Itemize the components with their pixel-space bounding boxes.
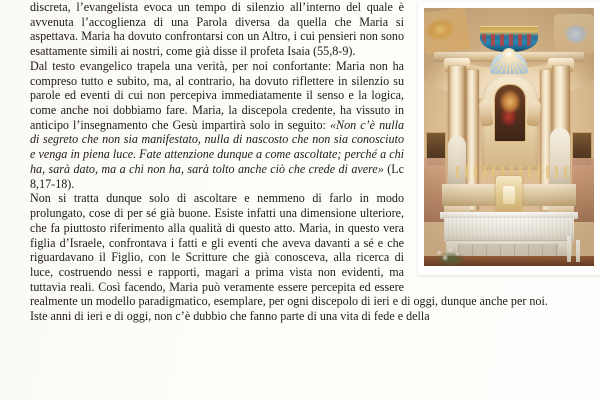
gospel-quote: «Non c’è nulla di segreto che non sia manifestato, nulla di nascosto che non sia conosciuto e venga in piena luce. Fate attenzione dunque a come ascoltate; perché a chi ha, sarà dato, ma a chi non ha, sarà tolto anche ciò che crede di avere» <box>30 117 404 176</box>
paragraph-2-lead: Dal testo evangelico trapela una verità, per noi confortante: Maria non ha compreso tutto e subito, ma, al contrario, ha dovuto riflettere in silenzio su parole ed eventi di cui non percepiva immediatamente il senso e la logica, come anche noi dobbiamo fare. Maria, la discepola credente, ha vissuto in anticipo l’insegnamento che Gesù impartirà solo in seguito: <box>30 58 404 132</box>
paragraph-3: Non si tratta dunque solo di ascoltare e nemmeno di farlo in modo prolungato, cose di per sé già buone. Esiste infatti una dimensione ulteriore, che fa piuttosto riferimento alla qualità di questo atto. Maria, in questo vera figlia d’Israele, confrontava i fatti e gli eventi che aveva davanti a sé e che riguardavano il Figlio, con le Scritture che già conosceva, alla ricerca di luce, costruendo nessi e rapporti, magari a prima vista non evidenti, ma tuttavia reali. Così facendo, Maria può veramente essere percepita ed essere realmente un modello paradigmatico, esemplare, per ogni discepolo di ieri e di oggi, dunque anche per noi. <box>30 191 548 309</box>
gospel-citation: (Lc 8,17-18). <box>30 161 404 191</box>
altar-photograph-figure <box>418 2 600 275</box>
paragraph-4-clipped: Iste anni di ieri e di oggi, non c’è dubbio che fanno parte di una vita di fede e della <box>30 309 430 324</box>
photo-vignette <box>424 8 594 266</box>
altar-photograph-image <box>424 8 594 266</box>
paragraph-1: discreta, l’evangelista evoca un tempo di silenzio all’interno del quale è avvenuta l’accoglienza di una Parola diversa da quella che Maria si aspettava. Maria ha dovuto confrontarsi con un Altro, i cui pensieri non sono esattamente simili ai nostri, come già disse il profeta Isaia (55,8-9). <box>30 0 404 59</box>
